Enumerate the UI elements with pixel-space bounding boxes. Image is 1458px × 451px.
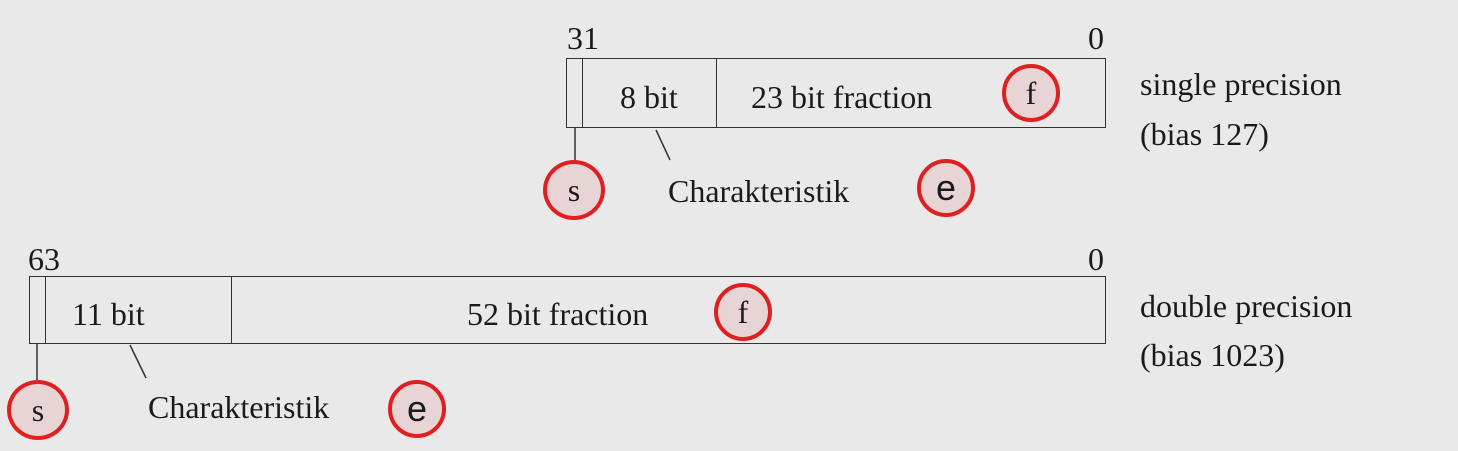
- double-precision-bias: (bias 1023): [1140, 337, 1285, 373]
- double-precision-name: double precision: [1140, 288, 1353, 324]
- single-precision-bias: (bias 127): [1140, 116, 1269, 152]
- single-bit-0-label: 0: [1088, 20, 1104, 56]
- single-fraction-field: 23 bit fraction: [751, 79, 933, 115]
- single-bit-31-label: 31: [567, 20, 599, 56]
- single-exponent-field: 8 bit: [620, 79, 678, 115]
- double-bit-63-label: 63: [28, 241, 60, 277]
- double-exponent-symbol: e: [406, 388, 428, 429]
- double-sign-symbol: s: [31, 391, 45, 428]
- double-exponent-label: Charakteristik: [148, 389, 330, 425]
- double-bit-0-label: 0: [1088, 241, 1104, 277]
- double-exponent-field: 11 bit: [72, 296, 145, 332]
- single-precision-name: single precision: [1140, 66, 1342, 102]
- single-exponent-label: Charakteristik: [668, 173, 850, 209]
- double-fraction-symbol: f: [737, 293, 749, 330]
- double-fraction-field: 52 bit fraction: [467, 296, 649, 332]
- single-sign-symbol: s: [567, 171, 581, 208]
- single-exponent-symbol: e: [935, 167, 957, 208]
- single-exponent-leader: [656, 130, 670, 160]
- single-fraction-symbol: f: [1025, 74, 1037, 111]
- double-exponent-leader: [130, 345, 146, 378]
